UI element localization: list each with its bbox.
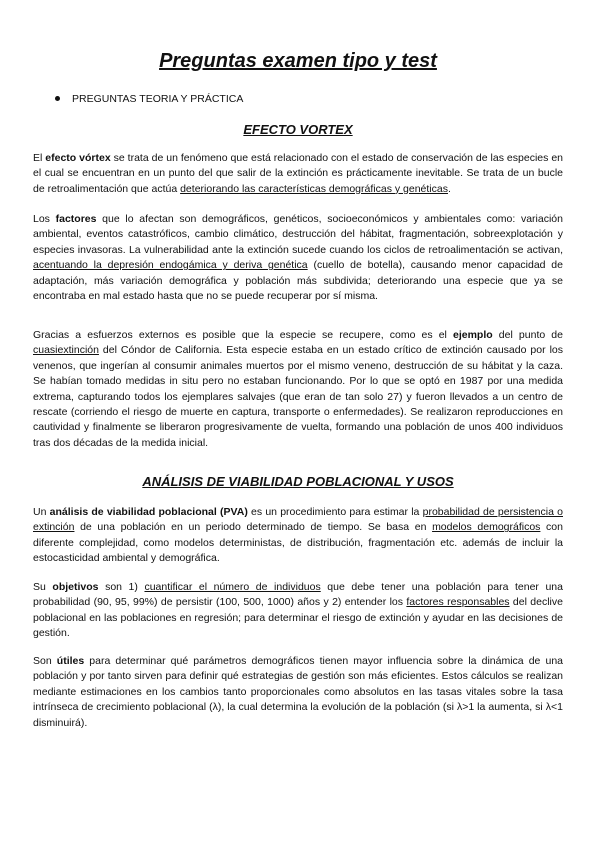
heading-pva: ANÁLISIS DE VIABILIDAD POBLACIONAL Y USOS [142,474,454,489]
paragraph-vortex-definition: El efecto vórtex se trata de un fenómeno que está relacionado con el estado de conservación de las especies en el cual se encuentran en un punto del que salir de la extinción es prácticamente inevitable. Se trata de un bucle de retroalimentación que actúa deteriorando las características demográficas y genéticas. [33,152,563,195]
page-title: Preguntas examen tipo y test [159,50,437,72]
paragraph-vortex-example: Gracias a esfuerzos externos es posible que la especie se recupere, como es el ejemplo del punto de cuasiextinción del Cóndor de California. Esta especie estaba en un estado crítico de extinción causado por los venenos, que ingerían al consumir animales muertos por el mismo veneno, destrucción de su hábitat y la caza. Se habían tomado medidas in situ pero no estaban funcionando. Por lo que se optó en 1987 por una medida extrema, capturando todos los ejemplares salvajes (que eran de tan solo 27) y fueron llevados a un centro de rescate (corriendo el riesgo de muerte en captura, transporte o enfermedades). Se realizaron reproducciones en cautividad y finalmente se liberaron progresivamente de vuelta, formando una población de unos 400 individuos tras dos décadas de la medida inicial. [33,329,563,449]
bullet-text: PREGUNTAS TEORIA Y PRÁCTICA [72,93,244,105]
paragraph-vortex-factors: Los factores que lo afectan son demográficos, genéticos, socioeconómicos y ambientales como: variación ambiental, eventos catastróficos, cambio climático, destrucción del hábitat, fragmentación, sobreexplotación y especies invasoras. La vulnerabilidad ante la extinción sucede cuando los ciclos de retroalimentación se activan, acentuando la depresión endogámica y deriva genética (cuello de botella), causando menor capacidad de adaptación, más variación demográfica y población más subdivida; deteriorando una especie que ya se encontraba en mal estado hasta que no se puede recuperar por sí misma. [33,213,563,303]
bullet-item [55,93,243,105]
heading-efecto-vortex: EFECTO VORTEX [243,122,353,137]
bullet-dot-icon [55,96,60,101]
paragraph-pva-objectives: Su objetivos son 1) cuantificar el número de individuos que debe tener una población para tener una probabilidad (90, 95, 99%) de persistir (100, 500, 1000) años y 2) entender los factores responsables del declive poblacional en las poblaciones en regresión; para determinar el riesgo de extinción y ayudar en las decisiones de gestión. [33,581,563,640]
paragraph-pva-uses: Son útiles para determinar qué parámetros demográficos tienen mayor influencia sobre la dinámica de una población y por tanto sirven para definir qué estrategias de gestión son más eficientes. Estos cálculos se realizan mediante estimaciones en los cambios tanto proporcionales como absolutos en las tasas vitales sobre la tasa intrínseca de crecimiento poblacional (λ), la cual determina la evolución de la población (si λ>1 la aumenta, si λ<1 disminuirá). [33,655,563,729]
paragraph-pva-definition: Un análisis de viabilidad poblacional (PVA) es un procedimiento para estimar la probabilidad de persistencia o extinción de una población en un periodo determinado de tiempo. Se basa en modelos demográficos con diferente complejidad, como modelos deterministas, de distribución, fragmentación etc. además de incluir la estocasticidad ambiental y demográfica. [33,506,563,565]
